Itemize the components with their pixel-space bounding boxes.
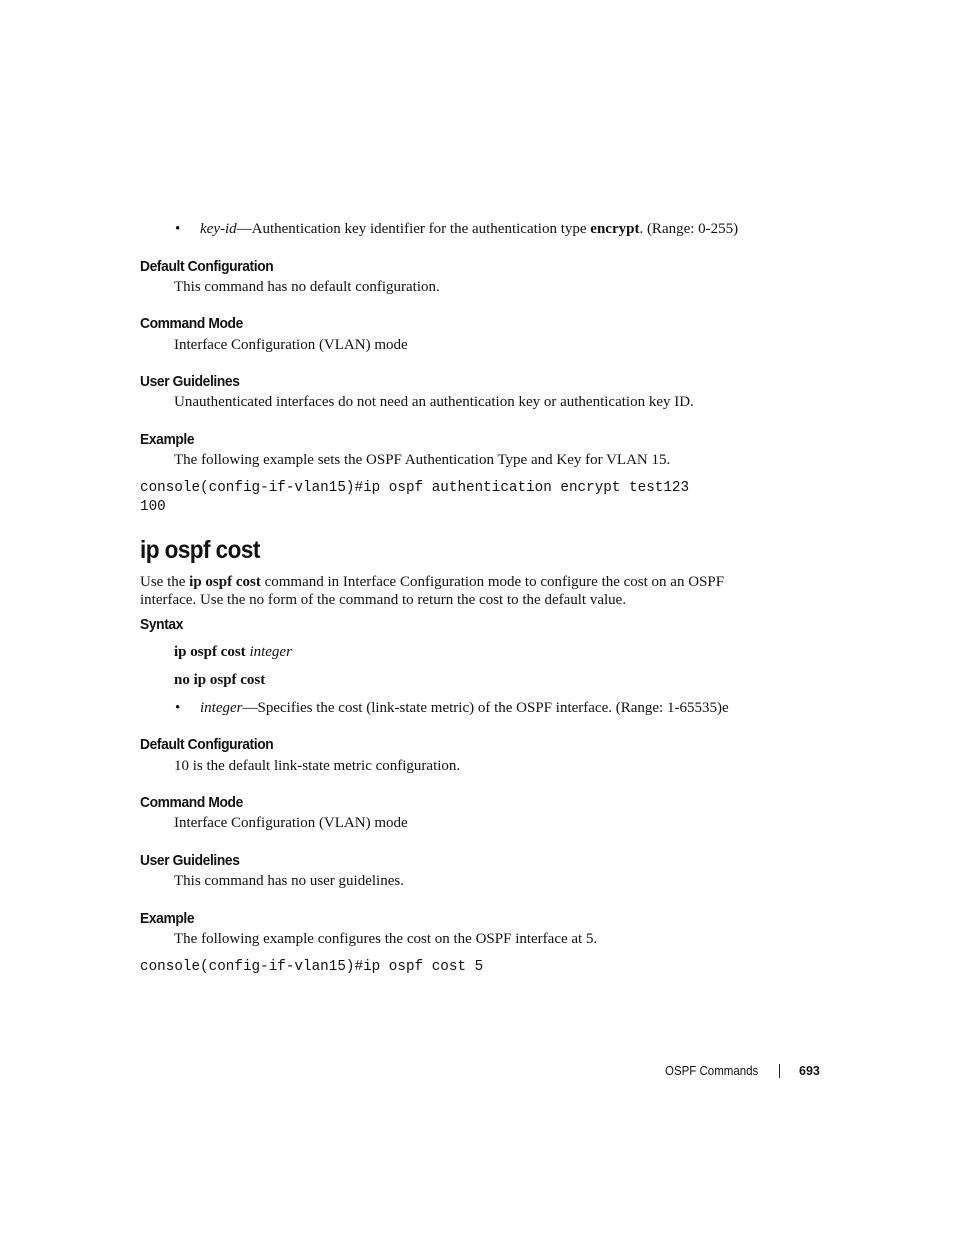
section-text: This command has no user guidelines. xyxy=(174,873,404,889)
param-text: —Specifies the cost (link-state metric) of the OSPF interface. (Range: 1-65535)e xyxy=(242,700,729,716)
param-description xyxy=(200,699,729,717)
code-line: 100 xyxy=(140,499,166,515)
syntax-command: no ip ospf cost xyxy=(174,672,266,688)
syntax-param: integer xyxy=(249,644,292,660)
intro-text: Use the xyxy=(140,574,190,590)
section-text: 10 is the default link-state metric configuration. xyxy=(174,758,461,774)
section-text: The following example sets the OSPF Authentication Type and Key for VLAN 15. xyxy=(174,452,671,468)
section-text: Interface Configuration (VLAN) mode xyxy=(174,337,408,353)
intro-text: command in Interface Configuration mode to configure the cost on an OSPF xyxy=(260,574,725,590)
syntax-line xyxy=(174,671,265,689)
section-text: Unauthenticated interfaces do not need an authentication key or authentication key ID. xyxy=(174,394,694,410)
bullet: • xyxy=(175,700,181,716)
param-range: . (Range: 0-255) xyxy=(639,221,739,237)
keyid-param-description xyxy=(200,220,738,238)
section-heading: Example xyxy=(140,910,195,927)
footer-section-name: OSPF Commands xyxy=(665,1064,759,1078)
footer-divider xyxy=(779,1064,780,1078)
section-heading: User Guidelines xyxy=(140,852,240,869)
section-heading: Example xyxy=(140,431,195,448)
section-text: Interface Configuration (VLAN) mode xyxy=(174,815,408,831)
intro-paragraph-line1 xyxy=(140,573,724,591)
param-text: —Authentication key identifier for the authentication type xyxy=(236,221,591,237)
section-heading: Command Mode xyxy=(140,794,243,811)
param-bold: encrypt xyxy=(590,221,640,237)
section-text: This command has no default configuration. xyxy=(174,279,440,295)
syntax-command: ip ospf cost xyxy=(174,644,246,660)
command-title: ip ospf cost xyxy=(140,536,260,564)
syntax-line xyxy=(174,643,292,661)
page-number: 693 xyxy=(799,1064,820,1078)
code-line: console(config-if-vlan15)#ip ospf authentication encrypt test123 xyxy=(140,480,690,496)
section-heading: Command Mode xyxy=(140,315,243,332)
intro-command: ip ospf cost xyxy=(189,574,261,590)
section-heading: Syntax xyxy=(140,616,184,633)
section-heading: User Guidelines xyxy=(140,373,240,390)
param-term: key-id xyxy=(200,221,237,237)
section-text: The following example configures the cost on the OSPF interface at 5. xyxy=(174,931,598,947)
section-heading: Default Configuration xyxy=(140,258,274,275)
section-heading: Default Configuration xyxy=(140,736,274,753)
intro-paragraph-line2: interface. Use the no form of the command to return the cost to the default value. xyxy=(140,592,627,608)
bullet: • xyxy=(175,221,181,237)
param-term: integer xyxy=(200,700,243,716)
code-line: console(config-if-vlan15)#ip ospf cost 5 xyxy=(140,959,484,975)
